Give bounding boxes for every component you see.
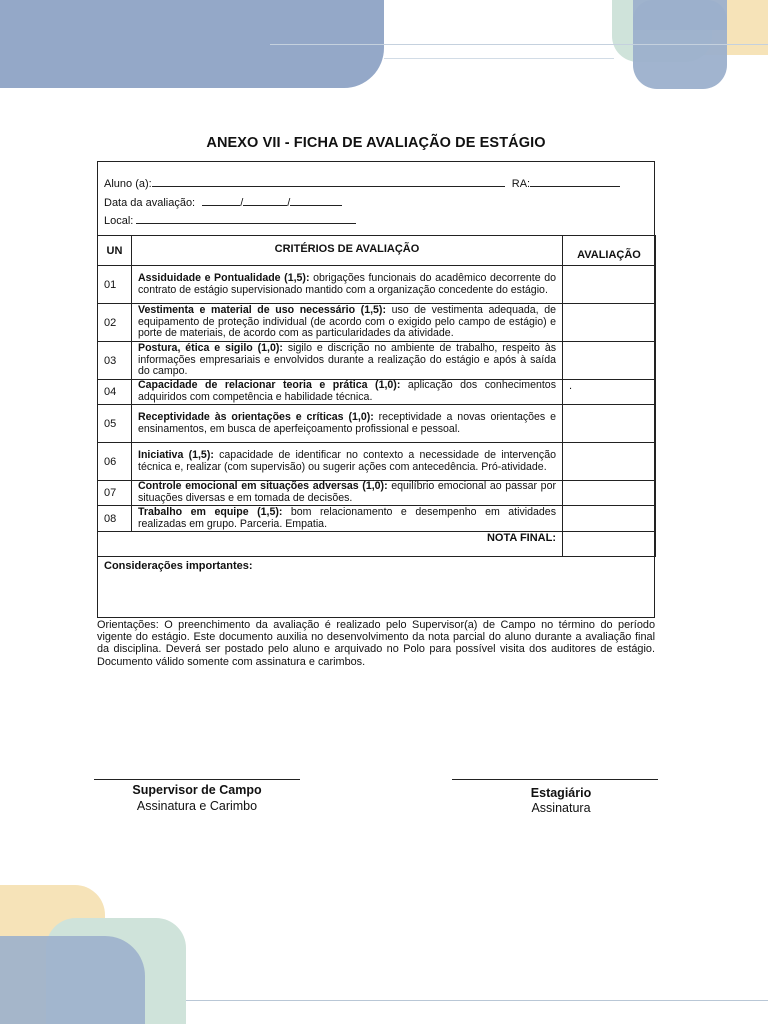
row-un: 01	[98, 266, 132, 304]
criterion-title: Receptividade às orientações e críticas (1,0):	[138, 410, 374, 423]
table-row	[98, 506, 656, 532]
consideracoes-label: Considerações importantes:	[104, 560, 253, 572]
data-label: Data da avaliação:	[104, 197, 196, 209]
row-score-cell[interactable]	[563, 342, 656, 380]
row-score-cell[interactable]	[563, 481, 656, 506]
header-blue-shape-top	[633, 0, 727, 30]
criterion-title: Assiduidade e Pontualidade (1,5):	[138, 271, 310, 284]
supervisor-subtitle: Assinatura e Carimbo	[136, 799, 258, 813]
criterion-text: bom relacionamento e desempenho em atividades realizadas em grupo. Parceria. Empatia.	[138, 505, 556, 530]
table-row	[98, 380, 656, 405]
col-criterios-header: CRITÉRIOS DE AVALIAÇÃO	[132, 236, 563, 266]
table-row	[98, 266, 656, 304]
row-score-cell[interactable]	[563, 443, 656, 481]
nota-final-row	[98, 532, 656, 557]
criterion-text: receptividade a novas orientações e ensinamentos, em busca de aperfeiçoamento profissional e pessoal.	[138, 410, 556, 435]
ra-field[interactable]	[530, 176, 620, 187]
col-un-header: UN	[98, 236, 132, 266]
table-row	[98, 443, 656, 481]
table-row	[98, 481, 656, 506]
criterion-title: Trabalho em equipe (1,5):	[138, 505, 283, 518]
supervisor-title: Supervisor de Campo	[132, 783, 262, 797]
col-avaliacao-header: AVALIAÇÃO	[563, 236, 656, 266]
header-rule-2	[384, 58, 614, 59]
row-un: 04	[98, 380, 132, 405]
data-row	[104, 195, 342, 209]
data-month-field[interactable]	[243, 195, 287, 206]
date-separator-2: /	[287, 197, 291, 209]
footer-rule	[186, 1000, 768, 1001]
row-criterion	[132, 405, 563, 443]
row-un: 03	[98, 342, 132, 380]
local-field[interactable]	[136, 213, 356, 224]
row-score-cell[interactable]	[563, 266, 656, 304]
row-criterion	[132, 443, 563, 481]
row-score-cell[interactable]	[563, 506, 656, 532]
criteria-table	[97, 235, 656, 557]
criterion-text: sigilo e discrição no ambiente de trabalho, respeito às informações empresariais e envolvidos durante a realização do estágio e após à saída do campo.	[138, 342, 557, 378]
row-un: 08	[98, 506, 132, 532]
aluno-row	[104, 176, 620, 190]
evaluation-form	[97, 161, 655, 618]
criterion-title: Controle emocional em situações adversas (1,0):	[138, 480, 388, 493]
row-criterion	[132, 506, 563, 532]
row-score-cell[interactable]: .	[563, 380, 656, 405]
data-day-field[interactable]	[202, 195, 240, 206]
row-criterion	[132, 380, 563, 405]
ra-label: RA:	[511, 178, 531, 190]
local-row	[104, 213, 356, 227]
criterion-text: uso de vestimenta adequada, de equipamento de proteção individual (de acordo com o exigido pelo campo de estágio) e porte de materiais, de acordo com as particularidades da atividade.	[138, 304, 556, 340]
row-score-cell[interactable]	[563, 304, 656, 342]
data-year-field[interactable]	[290, 195, 342, 206]
estagiario-subtitle: Assinatura	[531, 801, 591, 815]
table-header-row	[98, 236, 656, 266]
row-un: 05	[98, 405, 132, 443]
orientacoes-paragraph: Orientações: O preenchimento da avaliação é realizado pelo Supervisor(a) de Campo no término do período vigente do estágio. Este documento auxilia no desenvolvimento da nota parcial do aluno durante a avaliação final da disciplina. Deverá ser postado pelo aluno e arquivado no Polo para possível visita dos auditores de estágio. Documento válido somente com assinatura e carimbos.	[97, 619, 655, 668]
local-label: Local:	[104, 215, 134, 227]
nota-final-cell[interactable]	[563, 532, 656, 557]
criterion-title: Vestimenta e material de uso necessário (1,5):	[138, 304, 386, 317]
aluno-field[interactable]	[152, 176, 505, 187]
row-criterion	[132, 266, 563, 304]
aluno-label: Aluno (a):	[104, 178, 152, 190]
criterion-text: capacidade de identificar no contexto a necessidade de intervenção técnica e, realizar (com supervisão) ou sugerir ações com antecedência. Pró-atividade.	[138, 448, 556, 473]
row-criterion	[132, 481, 563, 506]
criterion-text: obrigações funcionais do acadêmico decorrente do contrato de estágio supervisionado mantido com a organização concedente do estágio.	[138, 271, 557, 296]
header-rule	[270, 44, 768, 45]
row-score-cell[interactable]	[563, 405, 656, 443]
row-un: 07	[98, 481, 132, 506]
criterion-text: equilíbrio emocional ao passar por situações diversas e em tomada de decisões.	[138, 480, 556, 504]
estagiario-title: Estagiário	[530, 786, 592, 800]
table-row	[98, 342, 656, 380]
criterion-title: Iniciativa (1,5):	[138, 448, 214, 461]
row-criterion	[132, 342, 563, 380]
criterion-title: Postura, ética e sigilo (1,0):	[138, 342, 283, 355]
date-separator-1: /	[240, 197, 244, 209]
criterion-text: aplicação dos conhecimentos adquiridos com competência e habilidade técnica.	[138, 379, 556, 403]
row-un: 02	[98, 304, 132, 342]
criterion-title: Capacidade de relacionar teoria e prática (1,0):	[138, 379, 401, 392]
estagiario-signature-line[interactable]	[452, 779, 658, 780]
table-row	[98, 304, 656, 342]
document-title: ANEXO VII - FICHA DE AVALIAÇÃO DE ESTÁGIO	[206, 135, 546, 151]
row-criterion	[132, 304, 563, 342]
table-row	[98, 405, 656, 443]
row-un: 06	[98, 443, 132, 481]
nota-final-label: NOTA FINAL:	[98, 532, 563, 557]
supervisor-signature-line[interactable]	[94, 779, 300, 780]
footer-blue-shape	[0, 936, 145, 1024]
